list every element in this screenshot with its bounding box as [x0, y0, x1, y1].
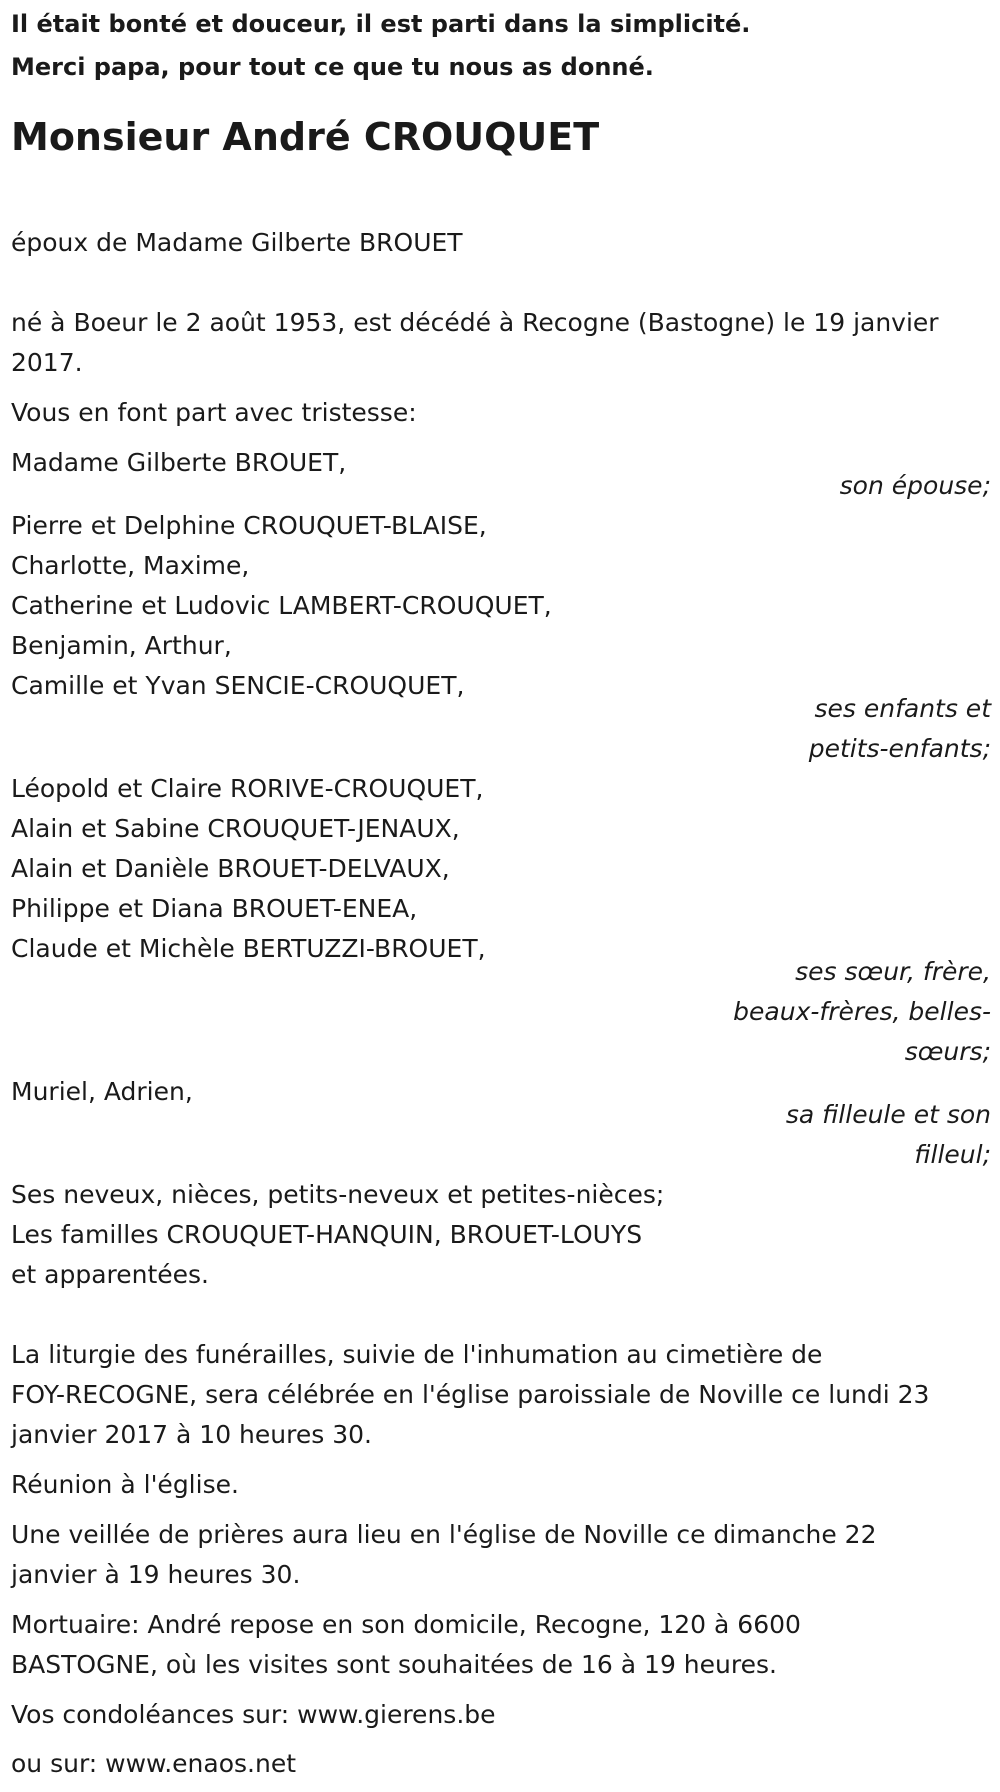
announcement: Vous en font part avec tristesse: [11, 398, 417, 427]
family-sibling-name: Alain et Danièle BROUET-DELVAUX, [11, 854, 450, 883]
family-children-role: ses enfants et [814, 694, 991, 723]
deceased-name: Monsieur André CROUQUET [11, 115, 600, 159]
family-child-name: Benjamin, Arthur, [11, 631, 232, 660]
family-siblings-role: ses sœur, frère, [795, 957, 991, 986]
family-sibling-name: Philippe et Diana BROUET-ENEA, [11, 894, 418, 923]
vigil-line: Une veillée de prières aura lieu en l'église de Noville ce dimanche 22 [11, 1520, 877, 1549]
family-sibling-name: Claude et Michèle BERTUZZI-BROUET, [11, 934, 486, 963]
family-extended-line: et apparentées. [11, 1260, 209, 1289]
birth-death-line-2: 2017. [11, 348, 83, 377]
liturgy-line: FOY-RECOGNE, sera célébrée en l'église paroissiale de Noville ce lundi 23 [11, 1380, 930, 1409]
family-children-role: petits-enfants; [808, 734, 991, 763]
motto-line-2: Merci papa, pour tout ce que tu nous as donné. [11, 53, 654, 81]
meeting-line: Réunion à l'église. [11, 1470, 239, 1499]
spouse-line: époux de Madame Gilberte BROUET [11, 228, 463, 257]
family-spouse-role: son épouse; [839, 471, 991, 500]
liturgy-line: janvier 2017 à 10 heures 30. [11, 1420, 372, 1449]
condolences-line-2: ou sur: www.enaos.net [11, 1749, 296, 1778]
family-spouse-name: Madame Gilberte BROUET, [11, 448, 347, 477]
mortuary-line: BASTOGNE, où les visites sont souhaitées de 16 à 19 heures. [11, 1650, 777, 1679]
family-siblings-role: sœurs; [904, 1037, 991, 1066]
family-godchildren-role: sa filleule et son [785, 1100, 991, 1129]
condolences-line-1: Vos condoléances sur: www.gierens.be [11, 1700, 496, 1729]
family-sibling-name: Léopold et Claire RORIVE-CROUQUET, [11, 774, 484, 803]
family-child-name: Catherine et Ludovic LAMBERT-CROUQUET, [11, 591, 552, 620]
family-godchildren-name: Muriel, Adrien, [11, 1077, 193, 1106]
mortuary-line: Mortuaire: André repose en son domicile, Recogne, 120 à 6600 [11, 1610, 801, 1639]
birth-death-line-1: né à Boeur le 2 août 1953, est décédé à Recogne (Bastogne) le 19 janvier [11, 308, 939, 337]
motto-line-1: Il était bonté et douceur, il est parti dans la simplicité. [11, 10, 751, 38]
family-child-name: Pierre et Delphine CROUQUET-BLAISE, [11, 511, 487, 540]
family-extended-line: Ses neveux, nièces, petits-neveux et petites-nièces; [11, 1180, 665, 1209]
family-sibling-name: Alain et Sabine CROUQUET-JENAUX, [11, 814, 460, 843]
liturgy-line: La liturgie des funérailles, suivie de l'inhumation au cimetière de [11, 1340, 823, 1369]
family-child-name: Charlotte, Maxime, [11, 551, 250, 580]
family-extended-line: Les familles CROUQUET-HANQUIN, BROUET-LOUYS [11, 1220, 643, 1249]
family-godchildren-role: filleul; [914, 1140, 991, 1169]
vigil-line: janvier à 19 heures 30. [11, 1560, 301, 1589]
family-child-name: Camille et Yvan SENCIE-CROUQUET, [11, 671, 465, 700]
family-siblings-role: beaux-frères, belles- [733, 997, 991, 1026]
